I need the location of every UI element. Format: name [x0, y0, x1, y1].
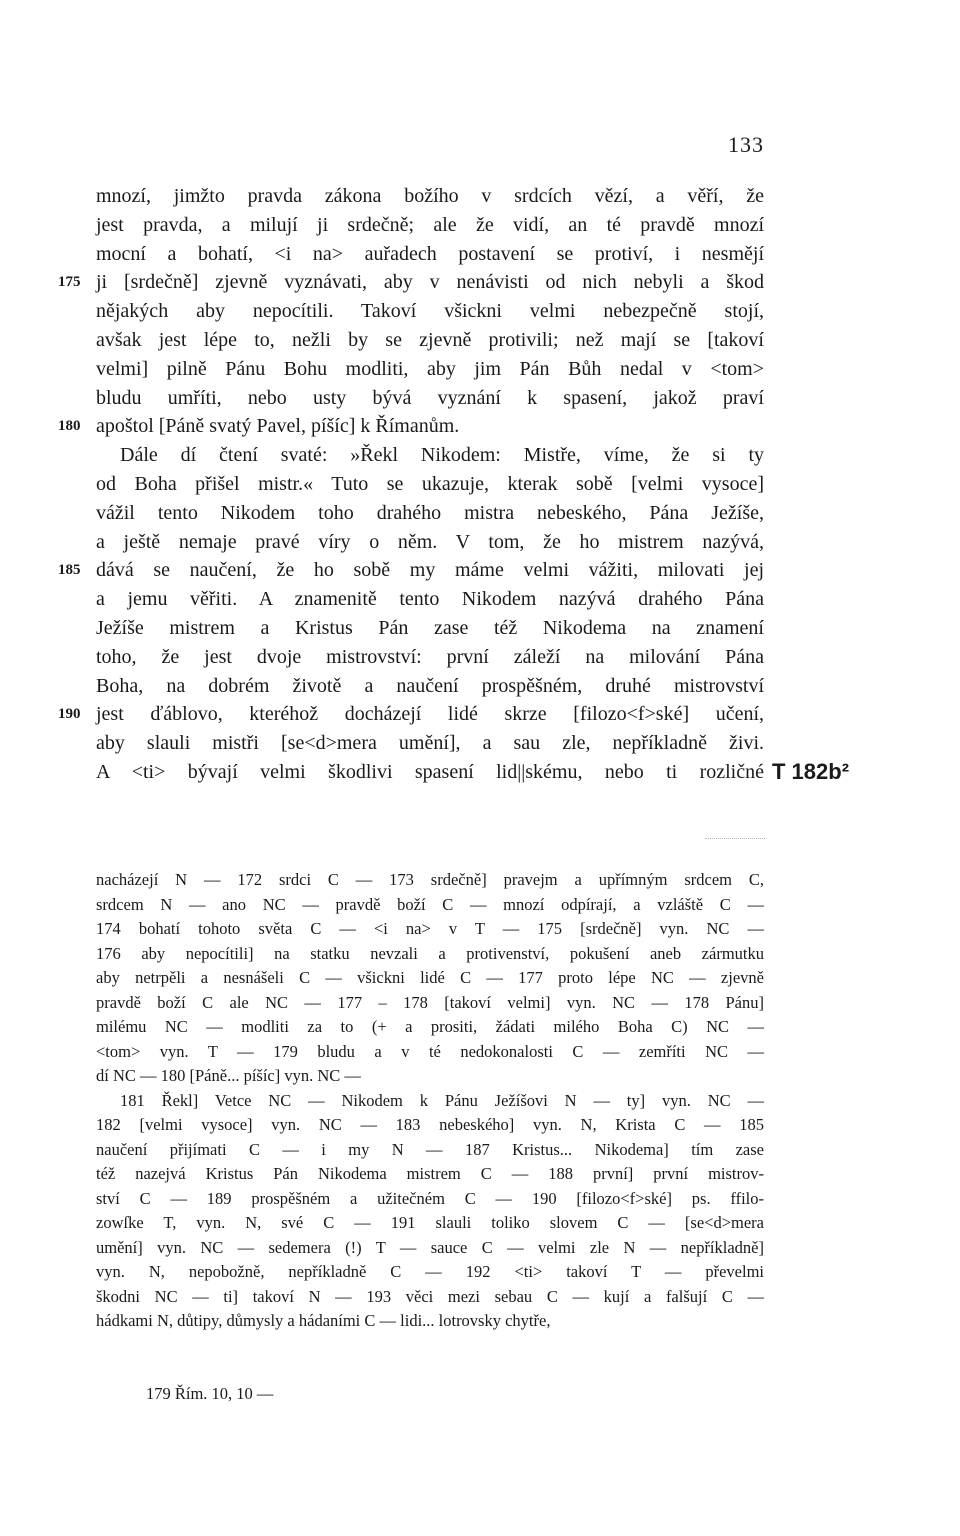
apparatus-line: aby netrpěli a nesnášeli C — všickni lidé C — 177 proto lépe NC — zjevně — [96, 968, 764, 987]
margin-folio-note: T 182b² — [772, 758, 850, 784]
line-text: a ještě nemaje pravé víry o něm. V tom, že ho mistrem nazývá, — [96, 530, 764, 553]
text-line — [96, 211, 764, 240]
apparatus-line: umění] vyn. NC — sedemera (!) T — sauce C — velmi zle N — nepříkladně] — [96, 1237, 764, 1257]
text-line — [96, 499, 764, 528]
line-text: bludu umříti, nebo usty bývá vyznání k spasení, jakož praví — [96, 386, 764, 409]
text-line — [96, 182, 764, 211]
line-text: velmi] pilně Pánu Bohu modliti, aby jim Pán Bůh nedal v <tom> — [96, 357, 764, 380]
line-text: jest pravda, a milují ji srdečně; ale že vidí, an té pravdě mnozí — [96, 213, 764, 236]
text-line — [96, 585, 764, 614]
text-line — [96, 470, 764, 499]
line-text: apoštol [Páně svatý Pavel, píšíc] k Římanům. — [96, 415, 460, 438]
text-line — [96, 758, 850, 787]
apparatus-line: ství C — 189 prospěšném a užitečném C — 190 [filozo<f>ské] ps. ffilo- — [96, 1188, 764, 1208]
line-text: jest ďáblovo, kteréhož docházejí lidé skrze [filozo<f>ské] učení, — [96, 703, 764, 726]
line-text: dává se naučení, že ho sobě my máme velmi vážiti, milovati jej — [96, 559, 764, 582]
main-text — [58, 182, 850, 787]
text-line — [96, 614, 764, 643]
line-text: A <ti> bývají velmi škodlivi spasení lid||skému, nebo ti rozličné — [96, 760, 764, 783]
apparatus-line: též nazejvá Kristus Pán Nikodema mistrem C — 188 první] první mistrov- — [96, 1164, 764, 1183]
text-line — [96, 384, 764, 413]
line-text: vážil tento Nikodem toho drahého mistra nebeského, Pána Ježíše, — [96, 501, 764, 524]
text-line — [96, 240, 764, 269]
line-text: Dále dí čtení svaté: »Řekl Nikodem: Mistře, víme, že si ty — [120, 444, 764, 467]
critical-apparatus — [96, 868, 764, 1334]
text-line — [96, 326, 764, 355]
text-line — [96, 297, 764, 326]
line-number: 190 — [58, 706, 81, 723]
line-number: 180 — [58, 418, 81, 435]
text-line — [58, 556, 764, 585]
text-line — [96, 729, 764, 758]
apparatus-line: naučení přijímati C — i my N — 187 Kristus... Nikodema] tím zase — [96, 1139, 764, 1159]
text-line — [58, 412, 764, 441]
page-number: 133 — [728, 132, 764, 157]
apparatus-line: <tom> vyn. T — 179 bludu a v té nedokonalosti C — zemříti NC — — [96, 1041, 764, 1061]
apparatus-line: škodni NC — ti] takoví N — 193 věci mezi sebau C — kují a falšují C — — [96, 1286, 764, 1306]
apparatus-line: dí NC — 180 [Páně... píšíc] vyn. NC — — [96, 1066, 361, 1085]
apparatus-line: vyn. N, nepobožně, nepříkladně C — 192 <ti> takoví T — převelmi — [96, 1262, 764, 1281]
text-line — [96, 355, 764, 384]
footnote-divider — [705, 838, 765, 839]
line-text: mocní a bohatí, <i na> auřadech postavení se protiví, i nesmějí — [96, 242, 764, 265]
apparatus-line: 174 bohatí tohoto světa C — <i na> v T — 175 [srdečně] vyn. NC — — [96, 919, 764, 938]
line-text: avšak jest lépe to, nežli by se zjevně protivili; než mají se [takoví — [96, 328, 764, 351]
line-text: a jemu věřiti. A znamenitě tento Nikodem nazývá drahého Pána — [96, 588, 764, 611]
line-number: 175 — [58, 274, 81, 291]
apparatus-line: zowſke T, vyn. N, své C — 191 slauli toliko slovem C — [se<d>mera — [96, 1213, 764, 1232]
apparatus-line: hádkami N, důtipy, důmysly a hádaními C — lidi... lotrovsky chytře, — [96, 1311, 551, 1330]
line-text: nějakých aby nepocítili. Takoví všickni velmi nebezpečně stojí, — [96, 300, 764, 323]
line-text: Ježíše mistrem a Kristus Pán zase též Nikodema na znamení — [96, 616, 764, 639]
line-text: toho, že jest dvoje mistrovství: první záleží na milování Pána — [96, 645, 764, 668]
text-line — [58, 268, 764, 297]
text-line — [96, 672, 764, 701]
line-text: od Boha přišel mistr.« Tuto se ukazuje, kterak sobě [velmi vysoce] — [96, 472, 764, 495]
apparatus-line: milému NC — modliti za to (+ a prositi, žádati milého Boha C) NC — — [96, 1017, 764, 1036]
apparatus-line: 182 [velmi vysoce] vyn. NC — 183 nebeského] vyn. N, Krista C — 185 — [96, 1115, 764, 1134]
text-line — [96, 643, 764, 672]
footer-reference: 179 Řím. 10, 10 — — [146, 1384, 274, 1403]
text-line — [96, 528, 764, 557]
apparatus-line: 176 aby nepocítili] na statku nevzali a protivenství, pokušení aneb zármutku — [96, 943, 764, 963]
line-text: aby slauli mistři [se<d>mera umění], a sau zle, nepříkladně živi. — [96, 732, 764, 755]
apparatus-line: pravdě boží C ale NC — 177 – 178 [takoví velmi] vyn. NC — 178 Pánu] — [96, 992, 764, 1012]
line-number: 185 — [58, 562, 81, 579]
line-text: Boha, na dobrém životě a naučení prospěšném, druhé mistrovství — [96, 674, 764, 697]
text-line — [96, 441, 764, 470]
apparatus-line: srdcem N — ano NC — pravdě boží C — mnozí odpírají, a vzláště C — — [96, 894, 764, 914]
line-text: ji [srdečně] zjevně vyznávati, aby v nenávisti od nich nebyli a škod — [96, 271, 764, 294]
apparatus-line: 181 Řekl] Vetce NC — Nikodem k Pánu Ježíšovi N — ty] vyn. NC — — [120, 1090, 764, 1110]
text-line — [58, 700, 764, 729]
apparatus-line: nacházejí N — 172 srdci C — 173 srdečně] pravejm a upřímným srdcem C, — [96, 870, 764, 889]
line-text: mnozí, jimžto pravda zákona božího v srdcích vězí, a věří, že — [96, 185, 764, 207]
